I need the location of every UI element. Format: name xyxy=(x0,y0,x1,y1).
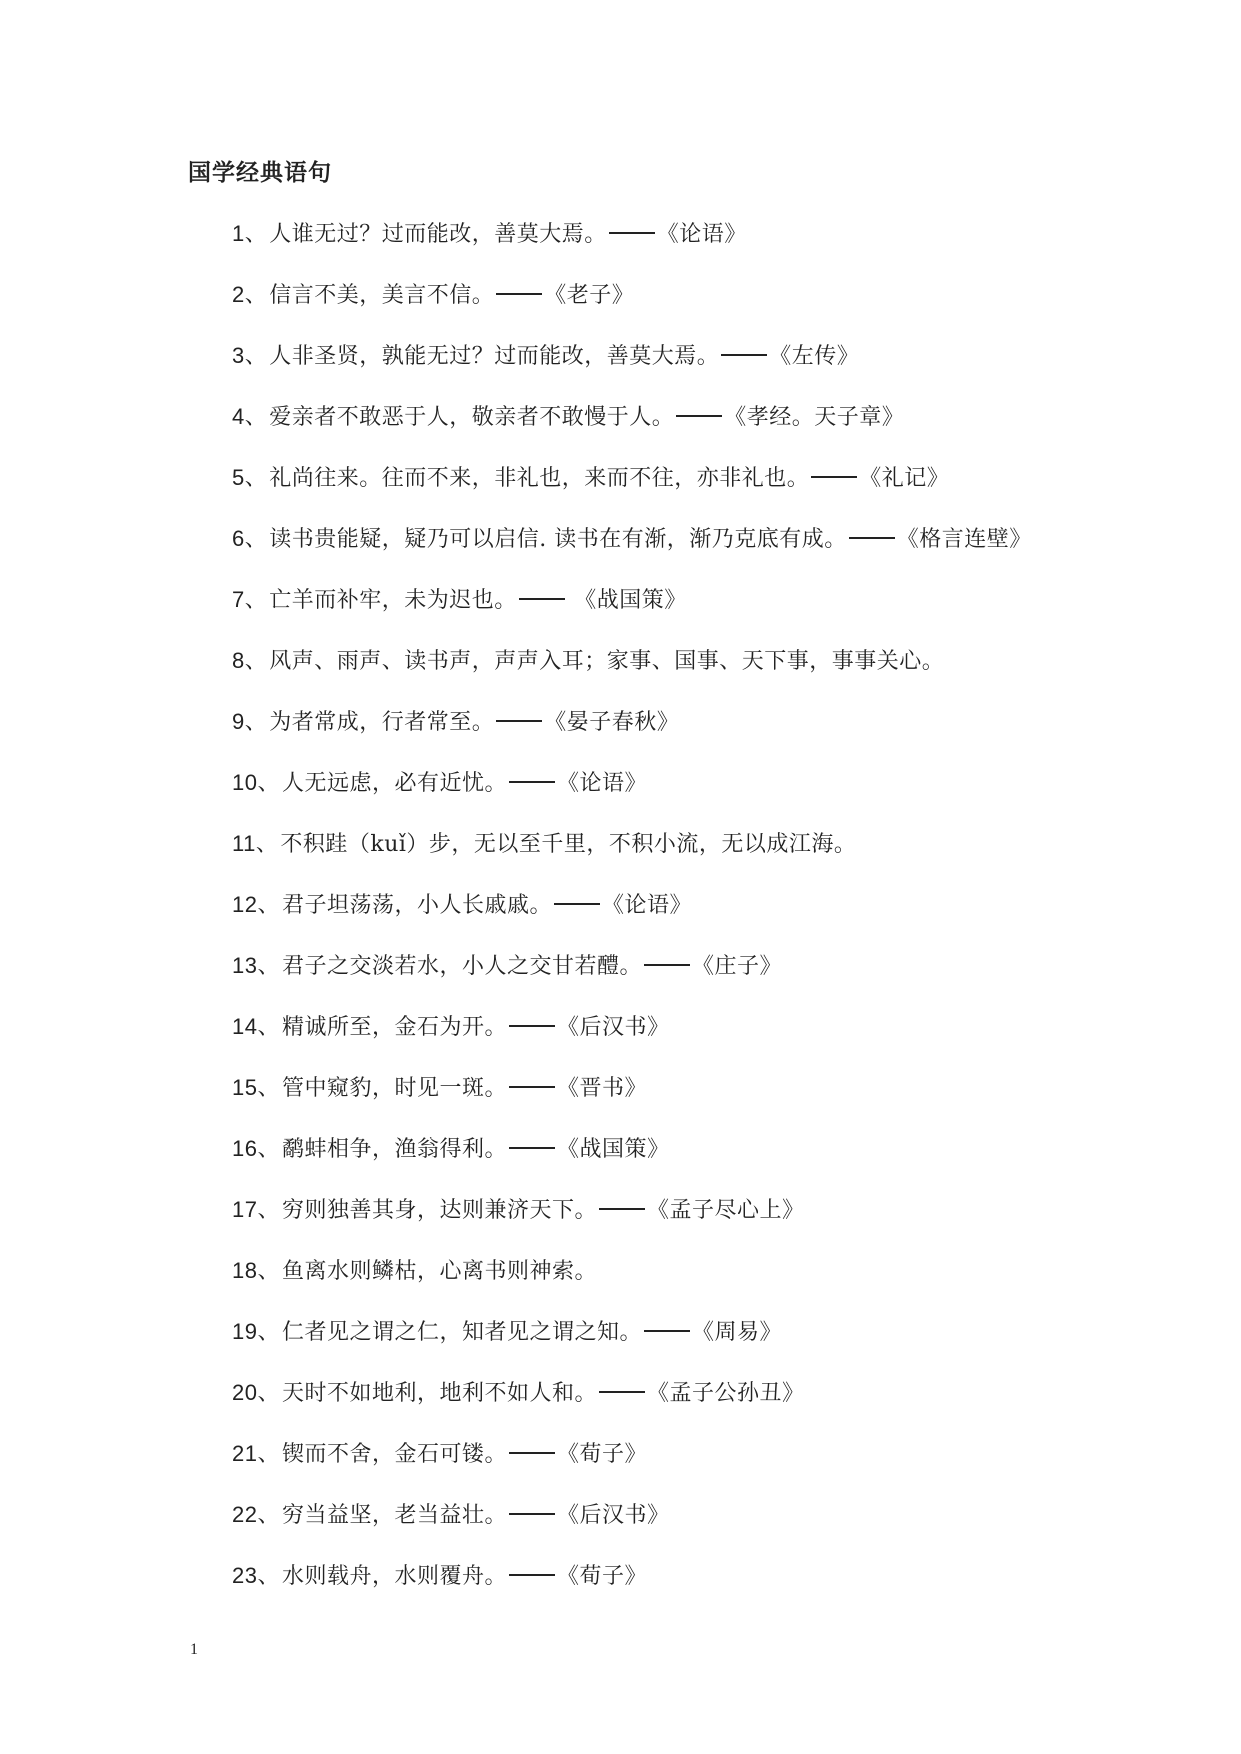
quote-separator: 、 xyxy=(257,1076,280,1101)
quote-separator: 、 xyxy=(244,527,268,552)
quote-separator: 、 xyxy=(244,588,268,613)
quote-text: 礼尚往来。往而不来，非礼也，来而不往，亦非礼也。 xyxy=(269,466,810,491)
quote-separator: 、 xyxy=(255,832,279,857)
quote-separator: 、 xyxy=(257,1198,280,1223)
attribution-dash xyxy=(509,1025,555,1027)
quote-text: 风声、雨声、读书声，声声入耳；家事、国事、天下事，事事关心。 xyxy=(269,649,945,674)
quote-item xyxy=(232,1438,1192,1499)
attribution-dash xyxy=(509,1086,555,1088)
quote-text: 水则载舟，水则覆舟。 xyxy=(282,1564,508,1589)
quote-separator: 、 xyxy=(257,1137,280,1162)
attribution-dash xyxy=(496,720,542,722)
quote-source: 《荀子》 xyxy=(557,1564,648,1589)
quote-separator: 、 xyxy=(244,710,268,735)
quote-number: 23 xyxy=(232,1563,258,1588)
quote-item xyxy=(232,1194,1192,1255)
quote-item xyxy=(232,1560,1192,1621)
attribution-dash xyxy=(496,293,542,295)
quote-source: 《礼记》 xyxy=(859,466,950,491)
quote-number: 7 xyxy=(232,587,245,612)
attribution-dash xyxy=(519,598,565,600)
quote-source: 《战国策》 xyxy=(566,588,687,613)
attribution-dash xyxy=(609,232,655,234)
quote-item xyxy=(232,1499,1192,1560)
quote-separator: 、 xyxy=(257,771,280,796)
quote-text: 鹬蚌相争，渔翁得利。 xyxy=(282,1137,508,1162)
quote-number: 3 xyxy=(232,343,245,368)
quote-list xyxy=(232,218,1192,1621)
quote-source: 《格言连壁》 xyxy=(896,527,1032,552)
quote-number: 20 xyxy=(232,1380,258,1405)
quote-text: 管中窥豹，时见一斑。 xyxy=(282,1076,508,1101)
quote-item xyxy=(232,584,1192,645)
quote-text: 君子之交淡若水，小人之交甘若醴。 xyxy=(282,954,643,979)
quote-text: 读书贵能疑，疑乃可以启信. 读书在有渐，渐乃克底有成。 xyxy=(269,527,847,552)
quote-source: 《后汉书》 xyxy=(557,1503,670,1528)
quote-item xyxy=(232,401,1192,462)
quote-source: 《论语》 xyxy=(656,222,747,247)
quote-separator: 、 xyxy=(257,1259,280,1284)
quote-text: 天时不如地利，地利不如人和。 xyxy=(282,1381,598,1406)
quote-separator: 、 xyxy=(257,893,280,918)
quote-text: 穷当益坚，老当益壮。 xyxy=(282,1503,508,1528)
quote-separator: 、 xyxy=(257,1320,280,1345)
quote-item xyxy=(232,1316,1192,1377)
quote-source: 《晋书》 xyxy=(557,1076,648,1101)
quote-source: 《孟子尽心上》 xyxy=(647,1198,805,1223)
quote-text: 不积跬（kuǐ）步，无以至千里，不积小流，无以成江海。 xyxy=(280,832,857,857)
quote-separator: 、 xyxy=(257,954,280,979)
quote-item xyxy=(232,1255,1192,1316)
attribution-dash xyxy=(599,1208,645,1210)
quote-number: 5 xyxy=(232,465,245,490)
attribution-dash xyxy=(811,476,857,478)
quote-separator: 、 xyxy=(257,1015,280,1040)
quote-source: 《后汉书》 xyxy=(557,1015,670,1040)
quote-source: 《老子》 xyxy=(544,283,635,308)
quote-item xyxy=(232,767,1192,828)
quote-number: 13 xyxy=(232,953,258,978)
quote-item xyxy=(232,279,1192,340)
quote-item xyxy=(232,645,1192,706)
quote-item xyxy=(232,889,1192,950)
quote-text: 信言不美，美言不信。 xyxy=(269,283,495,308)
quote-number: 19 xyxy=(232,1319,258,1344)
quote-separator: 、 xyxy=(244,649,268,674)
quote-item xyxy=(232,218,1192,279)
attribution-dash xyxy=(849,537,895,539)
quote-separator: 、 xyxy=(244,283,268,308)
quote-text: 亡羊而补牢，未为迟也。 xyxy=(269,588,517,613)
quote-number: 4 xyxy=(232,404,245,429)
quote-source: 《论语》 xyxy=(557,771,648,796)
quote-separator: 、 xyxy=(244,222,268,247)
quote-item xyxy=(232,1377,1192,1438)
quote-number: 22 xyxy=(232,1502,258,1527)
quote-text: 鱼离水则鳞枯，心离书则神索。 xyxy=(282,1259,598,1284)
attribution-dash xyxy=(509,1513,555,1515)
quote-number: 12 xyxy=(232,892,258,917)
quote-item xyxy=(232,950,1192,1011)
quote-separator: 、 xyxy=(257,1381,280,1406)
attribution-dash xyxy=(509,1147,555,1149)
quote-number: 11 xyxy=(232,831,256,856)
quote-number: 2 xyxy=(232,282,245,307)
quote-text: 穷则独善其身，达则兼济天下。 xyxy=(282,1198,598,1223)
quote-source: 《论语》 xyxy=(602,893,693,918)
quote-number: 8 xyxy=(232,648,245,673)
quote-number: 9 xyxy=(232,709,245,734)
quote-source: 《战国策》 xyxy=(557,1137,670,1162)
quote-number: 16 xyxy=(232,1136,258,1161)
quote-number: 14 xyxy=(232,1014,258,1039)
quote-text: 人无远虑，必有近忧。 xyxy=(282,771,508,796)
quote-item xyxy=(232,1072,1192,1133)
quote-separator: 、 xyxy=(257,1442,280,1467)
quote-text: 人非圣贤，孰能无过？过而能改，善莫大焉。 xyxy=(269,344,720,369)
attribution-dash xyxy=(554,903,600,905)
quote-source: 《庄子》 xyxy=(692,954,783,979)
quote-separator: 、 xyxy=(257,1503,280,1528)
quote-number: 21 xyxy=(232,1441,258,1466)
quote-text: 仁者见之谓之仁，知者见之谓之知。 xyxy=(282,1320,643,1345)
quote-source: 《晏子春秋》 xyxy=(544,710,680,735)
attribution-dash xyxy=(721,354,767,356)
quote-source: 《荀子》 xyxy=(557,1442,648,1467)
page-title: 国学经典语句 xyxy=(188,159,332,186)
quote-text: 君子坦荡荡，小人长戚戚。 xyxy=(282,893,553,918)
quote-item xyxy=(232,340,1192,401)
quote-source: 《孟子公孙丑》 xyxy=(647,1381,805,1406)
quote-item xyxy=(232,706,1192,767)
attribution-dash xyxy=(509,781,555,783)
quote-separator: 、 xyxy=(257,1564,280,1589)
quote-text: 为者常成，行者常至。 xyxy=(269,710,495,735)
quote-text: 锲而不舍，金石可镂。 xyxy=(282,1442,508,1467)
quote-item xyxy=(232,828,1192,889)
quote-number: 10 xyxy=(232,770,258,795)
quote-source: 《周易》 xyxy=(692,1320,783,1345)
page-number: 1 xyxy=(190,1641,198,1658)
quote-number: 6 xyxy=(232,526,245,551)
quote-number: 1 xyxy=(232,221,245,246)
quote-source: 《左传》 xyxy=(769,344,860,369)
quote-text: 爱亲者不敢恶于人，敬亲者不敢慢于人。 xyxy=(269,405,675,430)
quote-text: 精诚所至，金石为开。 xyxy=(282,1015,508,1040)
quote-item xyxy=(232,1133,1192,1194)
quote-item xyxy=(232,1011,1192,1072)
attribution-dash xyxy=(644,964,690,966)
quote-number: 15 xyxy=(232,1075,258,1100)
quote-number: 18 xyxy=(232,1258,258,1283)
quote-text: 人谁无过？过而能改，善莫大焉。 xyxy=(269,222,607,247)
quote-separator: 、 xyxy=(244,466,268,491)
quote-separator: 、 xyxy=(244,405,268,430)
quote-separator: 、 xyxy=(244,344,268,369)
attribution-dash xyxy=(644,1330,690,1332)
attribution-dash xyxy=(509,1452,555,1454)
quote-number: 17 xyxy=(232,1197,258,1222)
quote-item xyxy=(232,462,1192,523)
quote-item xyxy=(232,523,1192,584)
attribution-dash xyxy=(509,1574,555,1576)
quote-source: 《孝经。天子章》 xyxy=(724,405,905,430)
attribution-dash xyxy=(599,1391,645,1393)
attribution-dash xyxy=(676,415,722,417)
